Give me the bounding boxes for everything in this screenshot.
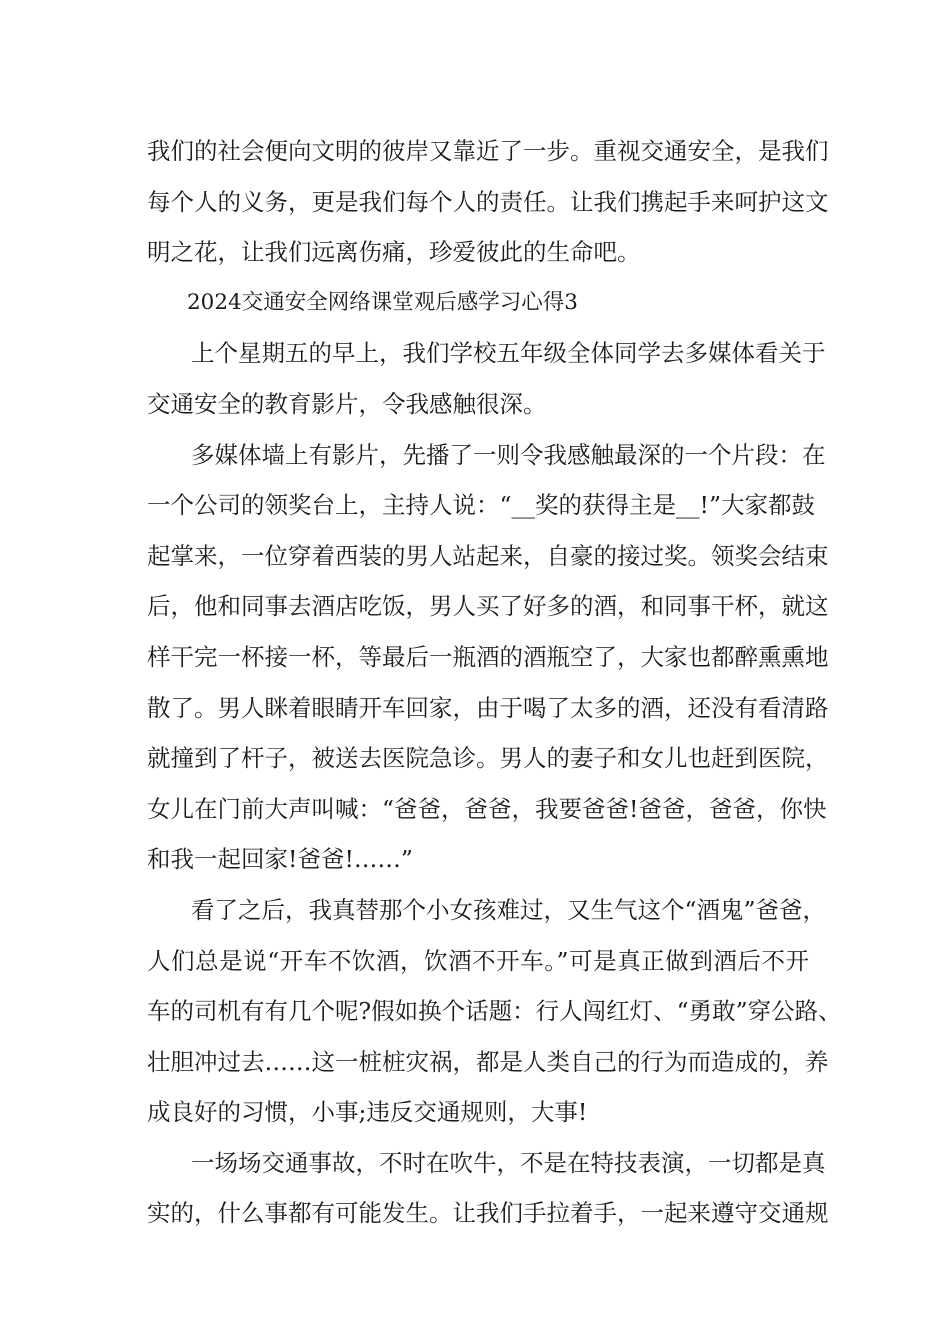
text-line: 一场场交通事故，不时在吹牛，不是在特技表演，一切都是真	[191, 1148, 826, 1177]
text-line: 上个星期五的早上，我们学校五年级全体同学去多媒体看关于	[191, 339, 826, 368]
text-line: 就撞到了杆子，被送去医院急诊。男人的妻子和女儿也赶到医院，	[147, 744, 829, 773]
text-line: 车的司机有有几个呢?假如换个话题：行人闯红灯、“勇敢”穿公路、	[147, 997, 842, 1026]
text-line: 看了之后，我真替那个小女孩难过，又生气这个“酒鬼”爸爸，	[191, 895, 827, 924]
text-line: 我们的社会便向文明的彼岸又靠近了一步。重视交通安全，是我们	[147, 137, 829, 165]
text-line: 每个人的义务，更是我们每个人的责任。让我们携起手来呵护这文	[147, 187, 829, 216]
text-line: 实的，什么事都有可能发生。让我们手拉着手，一起来遵守交通规	[147, 1199, 829, 1228]
text-line: 样干完一杯接一杯，等最后一瓶酒的酒瓶空了，大家也都醉熏熏地	[147, 642, 829, 671]
text-line: 散了。男人眯着眼睛开车回家，由于喝了太多的酒，还没有看清路	[147, 693, 829, 722]
text-line: 成良好的习惯，小事;违反交通规则，大事!	[147, 1098, 588, 1127]
text-line: 多媒体墙上有影片，先播了一则令我感触最深的一个片段：在	[191, 440, 826, 469]
text-line: 人们总是说“开车不饮酒，饮酒不开车。”可是真正做到酒后不开	[147, 946, 809, 975]
text-line: 一个公司的领奖台上，主持人说：“__奖的获得主是__!”大家都鼓	[147, 491, 815, 520]
text-line: 后，他和同事去酒店吃饭，男人买了好多的酒，和同事干杯，就这	[147, 592, 829, 621]
text-line: 交通安全的教育影片，令我感触很深。	[147, 389, 547, 418]
text-line: 明之花，让我们远离伤痛，珍爱彼此的生命吧。	[147, 238, 641, 267]
document-body	[147, 126, 842, 1239]
text-line: 女儿在门前大声叫喊：“爸爸，爸爸，我要爸爸!爸爸，爸爸，你快	[147, 794, 827, 823]
section-heading: 2024交通安全网络课堂观后感学习心得3	[187, 289, 578, 315]
text-line: 和我一起回家!爸爸!……”	[147, 845, 413, 874]
text-line: 起掌来，一位穿着西装的男人站起来，自豪的接过奖。领奖会结束	[147, 541, 829, 570]
text-line: 壮胆冲过去……这一桩桩灾祸，都是人类自己的行为而造成的，养	[147, 1047, 829, 1076]
